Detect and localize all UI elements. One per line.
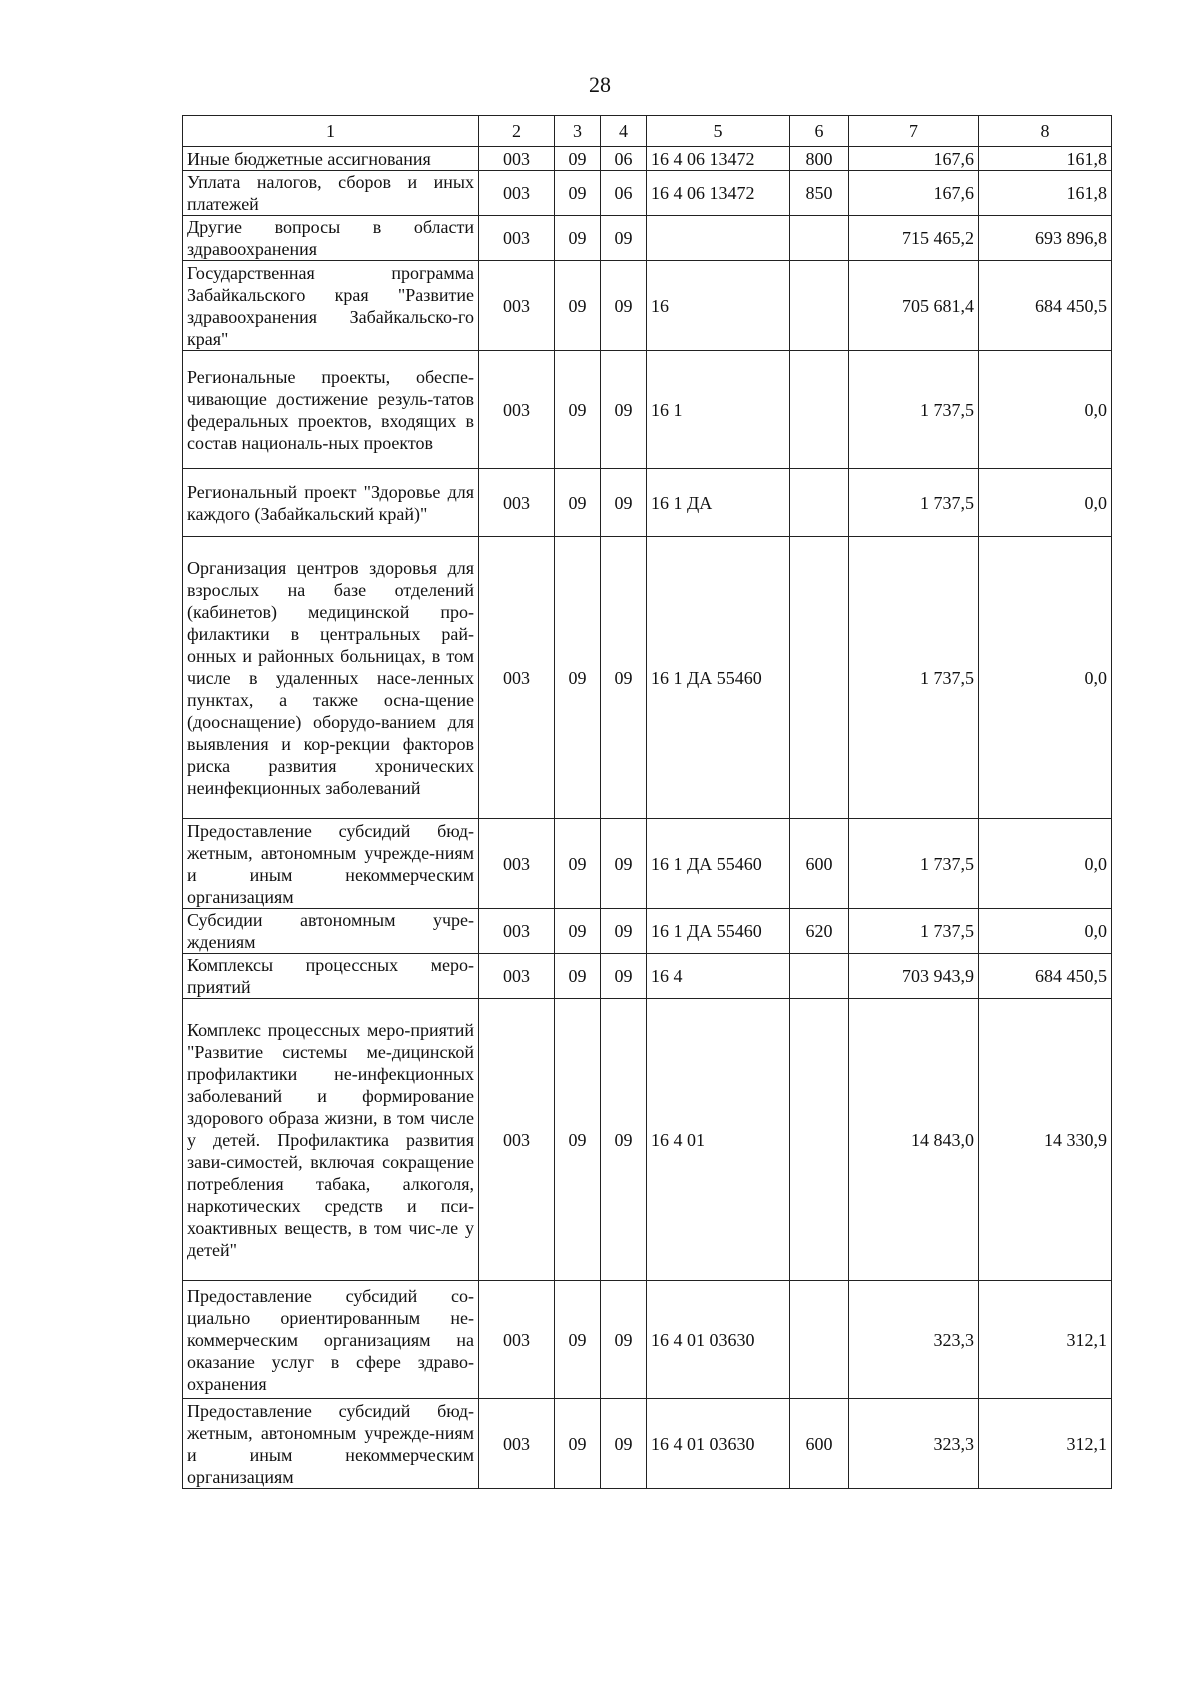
subsection-code-cell: 09 <box>601 469 647 537</box>
expense-type-code-cell <box>790 216 849 261</box>
table-row <box>183 1399 1112 1489</box>
table-row <box>183 909 1112 954</box>
header-cell: 6 <box>790 116 849 147</box>
expense-type-code-cell: 600 <box>790 1399 849 1489</box>
subsection-code-cell: 09 <box>601 999 647 1281</box>
ministry-code-cell: 003 <box>479 469 555 537</box>
amount-year-2-cell: 14 330,9 <box>979 999 1112 1281</box>
table-row <box>183 469 1112 537</box>
amount-year-2-cell: 684 450,5 <box>979 954 1112 999</box>
expense-type-code-cell: 600 <box>790 819 849 909</box>
item-name-cell: Другие вопросы в области здравоохранения <box>183 216 479 261</box>
item-name-cell: Уплата налогов, сборов и иных платежей <box>183 171 479 216</box>
section-code-cell: 09 <box>555 147 601 171</box>
item-name-cell: Субсидии автономным учре-ждениям <box>183 909 479 954</box>
expense-type-code-cell <box>790 954 849 999</box>
table-row <box>183 954 1112 999</box>
item-name-cell: Предоставление субсидий бюд-жетным, автономным учрежде-ниям и иным некоммерческим организациям <box>183 1399 479 1489</box>
item-name-cell: Предоставление субсидий бюд-жетным, автономным учрежде-ниям и иным некоммерческим организациям <box>183 819 479 909</box>
amount-year-2-cell: 0,0 <box>979 469 1112 537</box>
section-code-cell: 09 <box>555 819 601 909</box>
section-code-cell: 09 <box>555 1399 601 1489</box>
amount-year-2-cell: 0,0 <box>979 537 1112 819</box>
expense-type-code-cell <box>790 469 849 537</box>
item-name-cell: Комплекс процессных меро-приятий "Развитие системы ме-дицинской профилактики не-инфекционных заболеваний и формирование здорового образа жизни, в том числе у детей. Профилактика развития зави-симостей, включая сокращение потребления табака, алкоголя, наркотических средств и пси-хоактивных веществ, в том чис-ле у детей" <box>183 999 479 1281</box>
header-cell: 4 <box>601 116 647 147</box>
amount-year-1-cell: 703 943,9 <box>849 954 979 999</box>
ministry-code-cell: 003 <box>479 909 555 954</box>
table-row <box>183 1281 1112 1399</box>
amount-year-1-cell: 1 737,5 <box>849 909 979 954</box>
amount-year-2-cell: 684 450,5 <box>979 261 1112 351</box>
subsection-code-cell: 09 <box>601 909 647 954</box>
header-cell: 3 <box>555 116 601 147</box>
section-code-cell: 09 <box>555 469 601 537</box>
section-code-cell: 09 <box>555 351 601 469</box>
amount-year-2-cell: 0,0 <box>979 909 1112 954</box>
amount-year-2-cell: 161,8 <box>979 171 1112 216</box>
amount-year-2-cell: 0,0 <box>979 351 1112 469</box>
section-code-cell: 09 <box>555 909 601 954</box>
header-cell: 7 <box>849 116 979 147</box>
section-code-cell: 09 <box>555 216 601 261</box>
subsection-code-cell: 09 <box>601 537 647 819</box>
amount-year-1-cell: 1 737,5 <box>849 351 979 469</box>
table-header-row <box>183 116 1112 147</box>
table-row <box>183 147 1112 171</box>
amount-year-1-cell: 167,6 <box>849 147 979 171</box>
expense-type-code-cell <box>790 999 849 1281</box>
ministry-code-cell: 003 <box>479 216 555 261</box>
target-article-code-cell: 16 4 <box>647 954 790 999</box>
amount-year-1-cell: 323,3 <box>849 1399 979 1489</box>
amount-year-1-cell: 14 843,0 <box>849 999 979 1281</box>
target-article-code-cell: 16 4 01 03630 <box>647 1281 790 1399</box>
item-name-cell: Организация центров здоровья для взрослых на базе отделений (кабинетов) медицинской про-филактики в центральных рай-онных и районных больницах, в том числе в удаленных насе-ленных пунктах, а также осна-щение (дооснащение) оборудо-ванием для выявления и кор-рекции факторов риска развития хронических неинфекционных заболеваний <box>183 537 479 819</box>
subsection-code-cell: 09 <box>601 216 647 261</box>
target-article-code-cell: 16 1 ДА 55460 <box>647 819 790 909</box>
target-article-code-cell <box>647 216 790 261</box>
amount-year-2-cell: 161,8 <box>979 147 1112 171</box>
table-row <box>183 537 1112 819</box>
expense-type-code-cell: 800 <box>790 147 849 171</box>
expense-type-code-cell <box>790 1281 849 1399</box>
ministry-code-cell: 003 <box>479 999 555 1281</box>
ministry-code-cell: 003 <box>479 1281 555 1399</box>
subsection-code-cell: 09 <box>601 954 647 999</box>
ministry-code-cell: 003 <box>479 351 555 469</box>
table-row <box>183 999 1112 1281</box>
expense-type-code-cell: 850 <box>790 171 849 216</box>
ministry-code-cell: 003 <box>479 171 555 216</box>
amount-year-2-cell: 0,0 <box>979 819 1112 909</box>
target-article-code-cell: 16 1 ДА <box>647 469 790 537</box>
subsection-code-cell: 09 <box>601 1281 647 1399</box>
budget-table <box>182 115 1112 1489</box>
ministry-code-cell: 003 <box>479 147 555 171</box>
subsection-code-cell: 09 <box>601 261 647 351</box>
target-article-code-cell: 16 1 ДА 55460 <box>647 909 790 954</box>
section-code-cell: 09 <box>555 537 601 819</box>
target-article-code-cell: 16 <box>647 261 790 351</box>
subsection-code-cell: 09 <box>601 351 647 469</box>
item-name-cell: Государственная программа Забайкальского края "Развитие здравоохранения Забайкальско-го края" <box>183 261 479 351</box>
table-row <box>183 216 1112 261</box>
header-cell: 5 <box>647 116 790 147</box>
item-name-cell: Иные бюджетные ассигнования <box>183 147 479 171</box>
table-row <box>183 819 1112 909</box>
amount-year-1-cell: 1 737,5 <box>849 469 979 537</box>
section-code-cell: 09 <box>555 999 601 1281</box>
header-cell: 1 <box>183 116 479 147</box>
expense-type-code-cell <box>790 261 849 351</box>
target-article-code-cell: 16 1 <box>647 351 790 469</box>
amount-year-2-cell: 312,1 <box>979 1399 1112 1489</box>
section-code-cell: 09 <box>555 1281 601 1399</box>
target-article-code-cell: 16 4 06 13472 <box>647 171 790 216</box>
item-name-cell: Региональный проект "Здоровье для каждого (Забайкальский край)" <box>183 469 479 537</box>
ministry-code-cell: 003 <box>479 261 555 351</box>
page-number: 28 <box>589 72 611 97</box>
amount-year-1-cell: 1 737,5 <box>849 819 979 909</box>
expense-type-code-cell: 620 <box>790 909 849 954</box>
amount-year-1-cell: 705 681,4 <box>849 261 979 351</box>
subsection-code-cell: 06 <box>601 171 647 216</box>
amount-year-1-cell: 1 737,5 <box>849 537 979 819</box>
amount-year-1-cell: 167,6 <box>849 171 979 216</box>
ministry-code-cell: 003 <box>479 1399 555 1489</box>
subsection-code-cell: 06 <box>601 147 647 171</box>
item-name-cell: Региональные проекты, обеспе-чивающие достижение резуль-татов федеральных проектов, входящих в состав националь-ных проектов <box>183 351 479 469</box>
amount-year-2-cell: 693 896,8 <box>979 216 1112 261</box>
amount-year-2-cell: 312,1 <box>979 1281 1112 1399</box>
expense-type-code-cell <box>790 351 849 469</box>
target-article-code-cell: 16 1 ДА 55460 <box>647 537 790 819</box>
ministry-code-cell: 003 <box>479 537 555 819</box>
header-cell: 8 <box>979 116 1112 147</box>
table-row <box>183 171 1112 216</box>
amount-year-1-cell: 323,3 <box>849 1281 979 1399</box>
amount-year-1-cell: 715 465,2 <box>849 216 979 261</box>
header-cell: 2 <box>479 116 555 147</box>
item-name-cell: Предоставление субсидий со-циально ориентированным не-коммерческим организациям на оказание услуг в сфере здраво-охранения <box>183 1281 479 1399</box>
target-article-code-cell: 16 4 01 <box>647 999 790 1281</box>
table-row <box>183 351 1112 469</box>
item-name-cell: Комплексы процессных меро-приятий <box>183 954 479 999</box>
table-row <box>183 261 1112 351</box>
target-article-code-cell: 16 4 01 03630 <box>647 1399 790 1489</box>
ministry-code-cell: 003 <box>479 819 555 909</box>
subsection-code-cell: 09 <box>601 819 647 909</box>
target-article-code-cell: 16 4 06 13472 <box>647 147 790 171</box>
section-code-cell: 09 <box>555 954 601 999</box>
subsection-code-cell: 09 <box>601 1399 647 1489</box>
expense-type-code-cell <box>790 537 849 819</box>
section-code-cell: 09 <box>555 261 601 351</box>
ministry-code-cell: 003 <box>479 954 555 999</box>
section-code-cell: 09 <box>555 171 601 216</box>
